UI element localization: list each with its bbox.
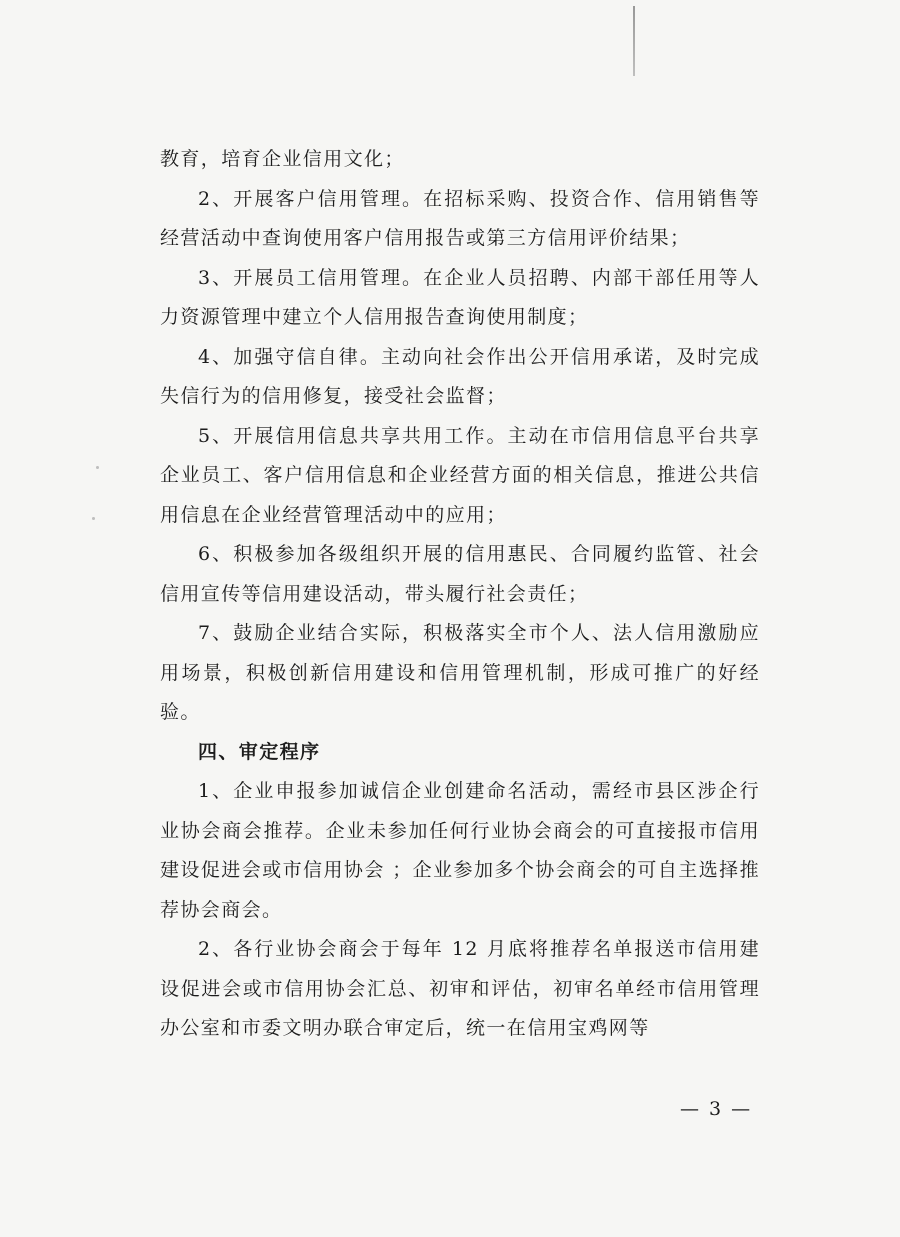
paragraph-application: 1、企业申报参加诚信企业创建命名活动，需经市县区涉企行业协会商会推荐。企业未参加任何行业协会商会的可直接报市信用建设促进会或市信用协会 ；企业参加多个协会商会的可自主选择推荐协会商会。 xyxy=(160,780,760,921)
paragraph-customer-credit: 2、开展客户信用管理。在招标采购、投资合作、信用销售等经营活动中查询使用客户信用报告或第三方信用评价结果； xyxy=(160,187,760,249)
scan-speck xyxy=(96,466,99,469)
paragraph-review: 2、各行业协会商会于每年 12 月底将推荐名单报送市信用建设促进会或市信用协会汇总、初审和评估，初审名单经市信用管理办公室和市委文明办联合审定后，统一在信用宝鸡网等 xyxy=(160,938,760,1039)
paragraph-employee-credit: 3、开展员工信用管理。在企业人员招聘、内部干部任用等人力资源管理中建立个人信用报告查询使用制度； xyxy=(160,266,760,328)
paragraph-credit-activities: 6、积极参加各级组织开展的信用惠民、合同履约监管、社会信用宣传等信用建设活动，带头履行社会责任； xyxy=(160,543,760,605)
paragraph-self-discipline: 4、加强守信自律。主动向社会作出公开信用承诺，及时完成失信行为的信用修复，接受社会监督； xyxy=(160,345,760,407)
page-number: — 3 — xyxy=(680,1098,753,1120)
paragraph-info-sharing: 5、开展信用信息共享共用工作。主动在市信用信息平台共享企业员工、客户信用信息和企业经营方面的相关信息，推进公共信用信息在企业经营管理活动中的应用； xyxy=(160,424,760,526)
binding-mark xyxy=(633,6,635,76)
paragraph-continuation: 教育，培育企业信用文化； xyxy=(160,148,405,170)
section-heading: 四、审定程序 xyxy=(198,740,321,763)
paragraph-innovation: 7、鼓励企业结合实际，积极落实全市个人、法人信用激励应用场景，积极创新信用建设和信用管理机制，形成可推广的好经验。 xyxy=(160,622,760,723)
document-body xyxy=(160,140,760,1049)
scan-speck xyxy=(92,517,95,520)
